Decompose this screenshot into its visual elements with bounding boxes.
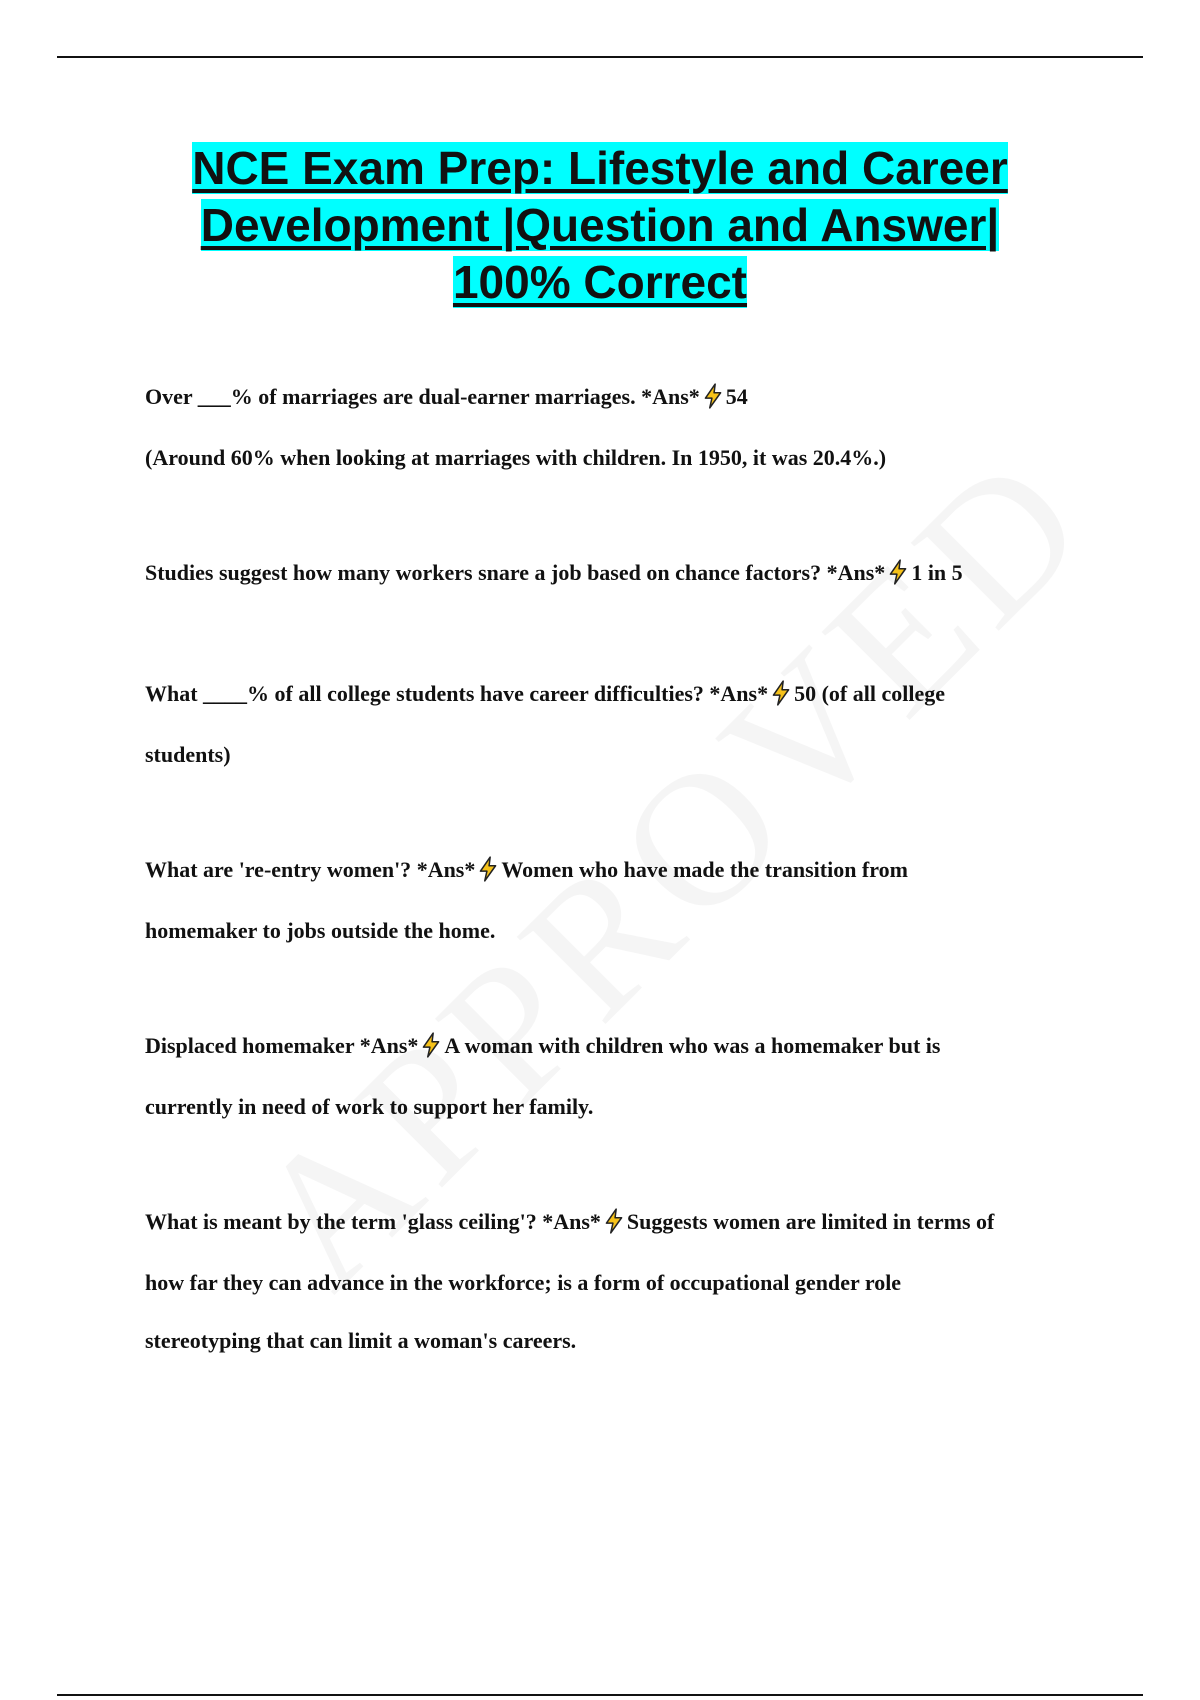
answer-continuation: stereotyping that can limit a woman's careers. (145, 1328, 577, 1353)
answer-marker: *Ans* (416, 857, 476, 882)
question-text: Over ___% of marriages are dual-earner marriages. (145, 384, 636, 409)
lightning-bolt-icon (603, 1208, 625, 1234)
answer-marker: *Ans* (826, 560, 886, 585)
answer-marker: *Ans* (709, 681, 769, 706)
qa-item (145, 1015, 1095, 1137)
qa-line (145, 542, 1095, 603)
qa-item (145, 542, 1095, 603)
title-line-2: Development |Question and Answer| (200, 199, 1000, 251)
qa-item (145, 1191, 1095, 1369)
qa-line (145, 1015, 1095, 1076)
answer-text: 50 (of all college (794, 681, 945, 706)
question-text: What is meant by the term 'glass ceiling'? (145, 1209, 537, 1234)
qa-line (145, 839, 1095, 900)
lightning-bolt-icon (887, 559, 909, 585)
document-title (100, 140, 1100, 311)
qa-item (145, 663, 1095, 785)
answer-marker: *Ans* (542, 1209, 601, 1234)
answer-continuation: currently in need of work to support her family. (145, 1094, 594, 1119)
title-line-3: 100% Correct (452, 256, 748, 308)
answer-continuation: (Around 60% when looking at marriages with children. In 1950, it was 20.4%.) (145, 445, 887, 470)
lightning-bolt-icon (477, 856, 499, 882)
answer-continuation: students) (145, 742, 231, 767)
qa-line (145, 366, 1095, 427)
question-text: Displaced homemaker (145, 1033, 355, 1058)
qa-list (145, 366, 1095, 1369)
answer-text: 1 in 5 (911, 560, 963, 585)
answer-continuation: homemaker to jobs outside the home. (145, 918, 496, 943)
title-line-1: NCE Exam Prep: Lifestyle and Career (192, 142, 1008, 194)
qa-item (145, 366, 1095, 488)
question-text: What ____% of all college students have career difficulties? (145, 681, 704, 706)
top-rule (57, 56, 1143, 58)
question-text: What are 're-entry women'? (145, 857, 412, 882)
answer-marker: *Ans* (641, 384, 700, 409)
answer-marker: *Ans* (359, 1033, 419, 1058)
lightning-bolt-icon (420, 1032, 442, 1058)
qa-item (145, 839, 1095, 961)
qa-line (145, 1191, 1095, 1252)
lightning-bolt-icon (702, 383, 724, 409)
answer-text: Suggests women are limited in terms of (626, 1209, 995, 1234)
question-text: Studies suggest how many workers snare a job based on chance factors? (145, 560, 822, 585)
bottom-rule (57, 1694, 1143, 1696)
answer-text: A woman with children who was a homemaker but is (444, 1033, 941, 1058)
lightning-bolt-icon (770, 680, 792, 706)
answer-text: 54 (725, 384, 748, 409)
qa-line (145, 663, 1095, 724)
answer-continuation: how far they can advance in the workforce; is a form of occupational gender role (145, 1270, 902, 1295)
answer-text: Women who have made the transition from (501, 857, 908, 882)
